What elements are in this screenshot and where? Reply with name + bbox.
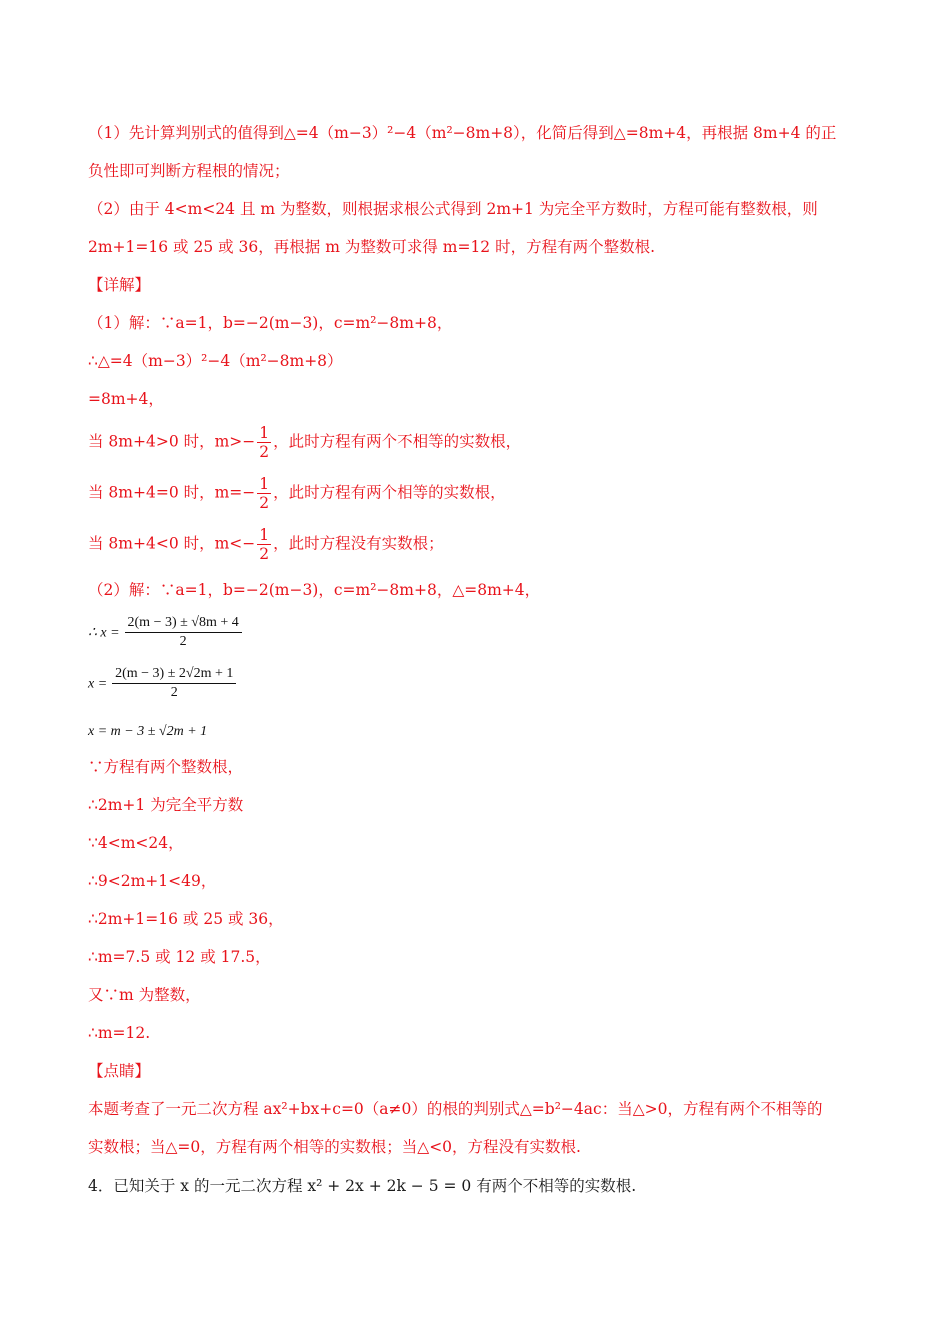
question-4: 4．已知关于 x 的一元二次方程 x² + 2x + 2k − 5 = 0 有两个不相等的实数根. [88, 1177, 637, 1195]
fraction-one-half [257, 475, 271, 512]
detail-heading: 【详解】 [88, 276, 151, 294]
root-formula-2-numerator: 2(m − 3) ± 2√2m + 1 [112, 665, 236, 684]
detail-step-3: =8m+4， [88, 390, 164, 408]
reason-4: ∴9<2m+1<49， [88, 872, 217, 890]
root-formula-2 [88, 665, 236, 702]
analysis-p2-line2: 2m+1=16 或 25 或 36，再根据 m 为整数可求得 m=12 时，方程有两个整数根. [88, 238, 656, 256]
reason-5: ∴2m+1=16 或 25 或 36， [88, 910, 284, 928]
root-formula-1 [88, 614, 242, 651]
reason-6: ∴m=7.5 或 12 或 17.5， [88, 948, 271, 966]
comment-line-2: 实数根；当△=0，方程有两个相等的实数根；当△<0，方程没有实数根. [88, 1138, 581, 1156]
case-zero-pre: 当 8m+4=0 时，m=− [88, 483, 256, 502]
case-negative-post: ，此时方程没有实数根； [273, 534, 444, 553]
reason-1: ∵方程有两个整数根， [88, 758, 244, 776]
root-formula-1-lhs: ∴ x = [88, 625, 120, 641]
reason-3: ∵4<m<24， [88, 834, 184, 852]
analysis-p1-line2: 负性即可判断方程根的情况； [88, 162, 290, 180]
reason-8: ∴m=12. [88, 1024, 151, 1042]
detail-part-2: （2）解：∵a=1，b=−2(m−3)，c=m²−8m+8，△=8m+4， [88, 581, 541, 599]
case-positive [88, 424, 521, 461]
reason-2: ∴2m+1 为完全平方数 [88, 796, 244, 814]
case-zero-post: ，此时方程有两个相等的实数根， [273, 483, 506, 502]
root-formula-3-text: x = m − 3 ± √2m + 1 [88, 724, 208, 739]
fraction-one-half [257, 526, 271, 563]
analysis-p2-line1: （2）由于 4<m<24 且 m 为整数，则根据求根公式得到 2m+1 为完全平方数时，方程可能有整数根，则 [88, 200, 818, 218]
case-positive-post: ，此时方程有两个不相等的实数根， [273, 432, 522, 451]
root-formula-1-fraction [125, 614, 242, 651]
root-formula-2-denominator: 2 [170, 685, 178, 700]
detail-step-1: （1）解：∵a=1，b=−2(m−3)，c=m²−8m+8， [88, 314, 453, 332]
fraction-numerator: 1 [259, 526, 270, 544]
root-formula-3 [88, 720, 207, 742]
fraction-denominator: 2 [259, 443, 270, 461]
analysis-p1-line1: （1）先计算判别式的值得到△=4（m−3）²−4（m²−8m+8），化简后得到△=8m+4，再根据 8m+4 的正 [88, 124, 837, 142]
root-formula-2-lhs: x = [88, 676, 108, 692]
fraction-one-half [257, 424, 271, 461]
fraction-denominator: 2 [259, 545, 270, 563]
detail-step-2: ∴△=4（m−3）²−4（m²−8m+8） [88, 352, 343, 370]
case-zero [88, 475, 506, 512]
case-positive-pre: 当 8m+4>0 时，m>− [88, 432, 256, 451]
root-formula-1-denominator: 2 [179, 634, 187, 649]
fraction-denominator: 2 [259, 494, 270, 512]
case-negative [88, 526, 444, 563]
root-formula-2-fraction [112, 665, 236, 702]
fraction-numerator: 1 [259, 475, 270, 493]
root-formula-1-numerator: 2(m − 3) ± √8m + 4 [125, 614, 242, 633]
case-negative-pre: 当 8m+4<0 时，m<− [88, 534, 256, 553]
reason-7: 又∵m 为整数， [88, 986, 201, 1004]
comment-line-1: 本题考查了一元二次方程 ax²+bx+c=0（a≠0）的根的判别式△=b²−4ac：当△>0，方程有两个不相等的 [88, 1100, 823, 1118]
fraction-numerator: 1 [259, 424, 270, 442]
comment-heading: 【点睛】 [88, 1062, 151, 1080]
